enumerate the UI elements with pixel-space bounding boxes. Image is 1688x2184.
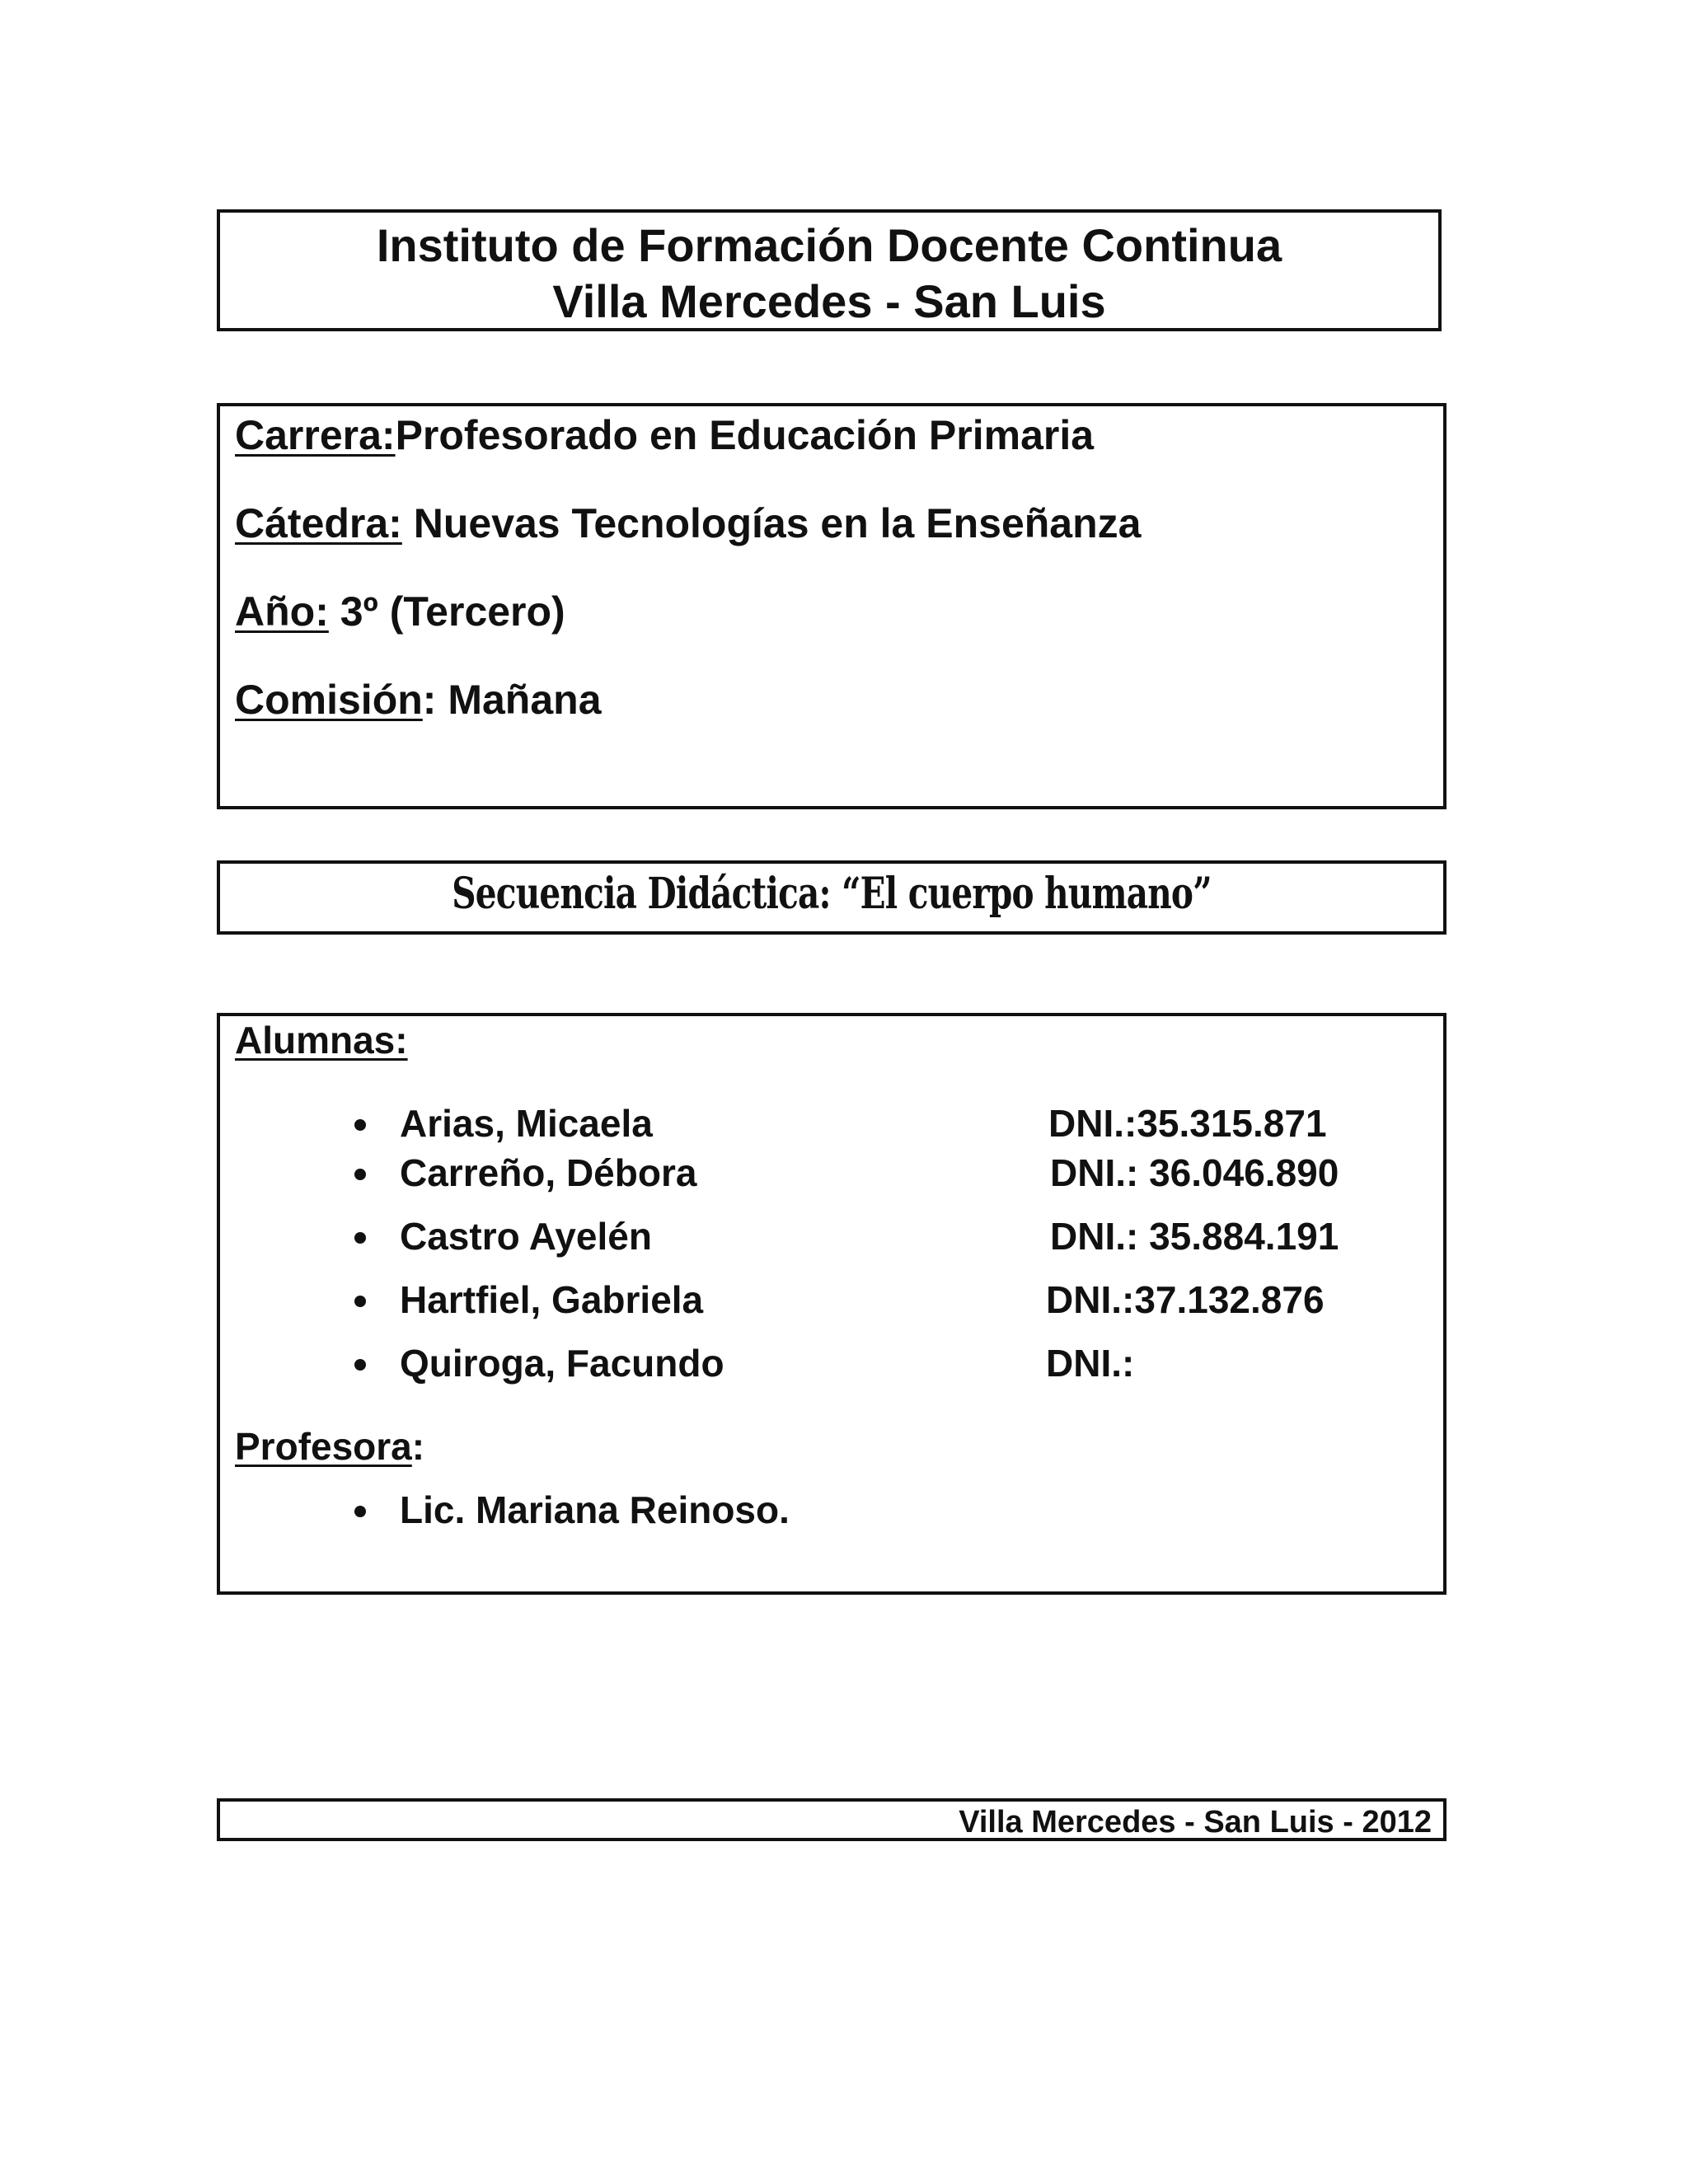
catedra-row [235,499,1141,547]
carrera-label: Carrera: [235,412,396,458]
sequence-title-box [217,860,1447,935]
teacher-label-colon: : [411,1425,425,1468]
comision-row [235,676,602,724]
teacher-label: Profesora [235,1425,412,1468]
bullet-icon [354,1296,366,1307]
student-name: Castro Ayelén [400,1215,652,1258]
student-dni: DNI.: 36.046.890 [1050,1151,1339,1194]
catedra-value: Nuevas Tecnologías en la Enseñanza [401,500,1142,546]
comision-value: : Mañana [422,677,602,723]
anio-label: Año: [235,588,329,635]
student-dni: DNI.: 35.884.191 [1050,1215,1339,1258]
people-box [217,1013,1447,1595]
catedra-label: Cátedra: [235,500,402,546]
anio-value: 3º (Tercero) [328,588,565,635]
sequence-title: Secuencia Didáctica: “El cuerpo humano” [452,869,1212,919]
institute-location: Villa Mercedes - San Luis [552,275,1106,327]
anio-row [235,588,565,635]
students-label: Alumnas: [235,1019,408,1062]
course-info-box [217,403,1447,809]
carrera-row [235,411,1094,459]
bullet-icon [354,1119,366,1131]
student-name: Arias, Micaela [400,1102,653,1145]
student-name: Carreño, Débora [400,1151,697,1194]
student-dni: DNI.:37.132.876 [1046,1278,1325,1321]
bullet-icon [354,1506,366,1517]
footer-text: Villa Mercedes - San Luis - 2012 [959,1805,1432,1840]
footer-box [217,1798,1447,1841]
bullet-icon [354,1232,366,1244]
teacher-name: Lic. Mariana Reinoso. [400,1488,790,1531]
student-dni: DNI.:35.315.871 [1048,1102,1327,1145]
institute-name: Instituto de Formación Docente Continua [376,219,1282,271]
bullet-icon [354,1359,366,1371]
bullet-icon [354,1169,366,1180]
carrera-value: Profesorado en Educación Primaria [395,412,1095,458]
student-name: Quiroga, Facundo [400,1342,724,1385]
institute-header-box [217,209,1442,331]
student-dni: DNI.: [1046,1342,1135,1385]
comision-label: Comisión [235,677,423,723]
teacher-label-row [235,1424,424,1469]
student-name: Hartfiel, Gabriela [400,1278,704,1321]
